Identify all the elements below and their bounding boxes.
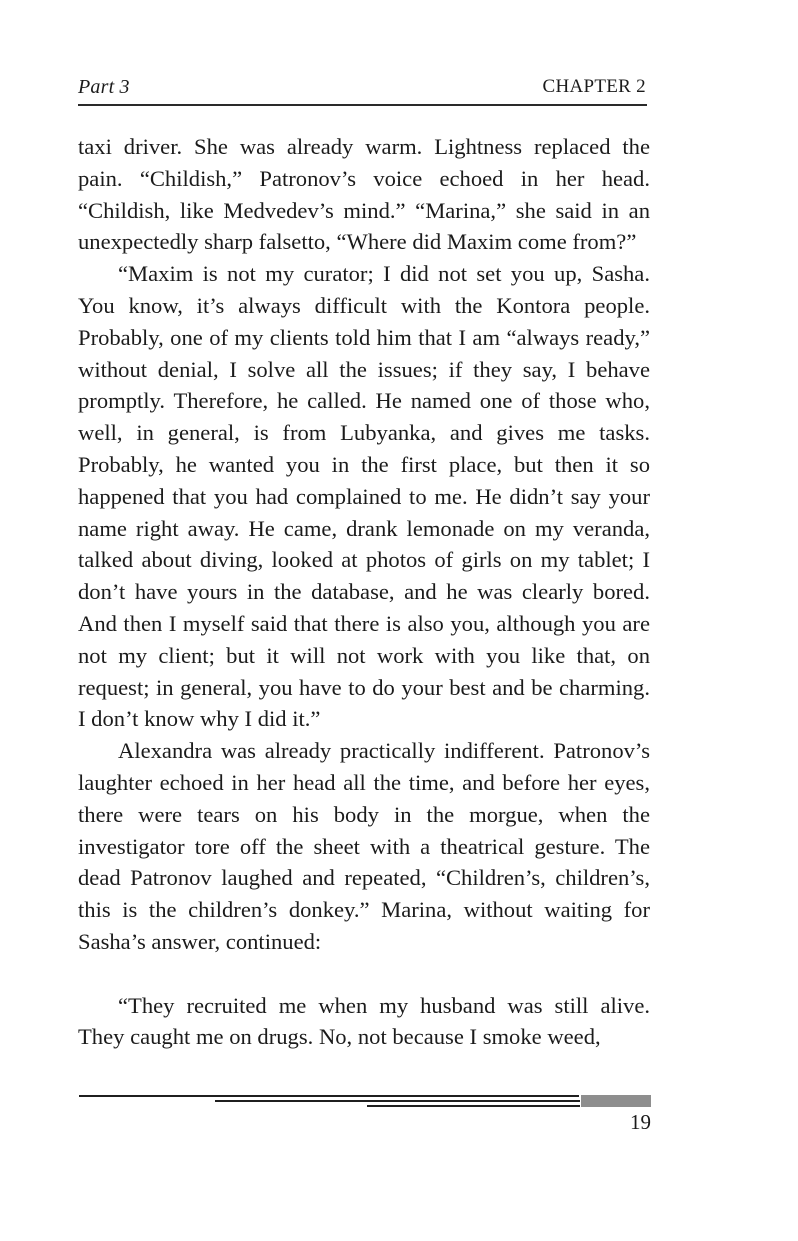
part-label: Part 3 [78,76,130,98]
header-rule [78,104,647,106]
chapter-label: CHAPTER 2 [542,76,646,97]
body-text [78,131,650,1053]
paragraph: taxi driver. She was already warm. Lightness replaced the pain. “Childish,” Patronov’s voice echoed in her head. “Childish, like Medvedev’s mind.” “Marina,” she said in an unexpectedly sharp falsetto, “Where did Maxim come from?” [78,134,650,255]
paragraph: Alexandra was already practically indifferent. Patronov’s laughter echoed in her head all the time, and before her eyes, there were tears on his body in the morgue, when the investigator tore off the sheet with a theatrical gesture. The dead Patronov laughed and repeated, “Children’s, children’s, this is the children’s donkey.” Marina, without waiting for Sasha’s answer, continued: [78,738,650,954]
footer-rule [79,1095,579,1097]
paragraph: “Maxim is not my curator; I did not set you up, Sasha. You know, it’s always difficult with the Kontora people. Probably, one of my clients told him that I am “always ready,” without denial, I solve all the issues; if they say, I behave promptly. Therefore, he called. He named one of those who, well, in general, is from Lubyanka, and gives me tasks. Probably, he wanted you in the first place, but then it so happened that you had complained to me. He didn’t say your name right away. He came, drank lemonade on my veranda, talked about diving, looked at photos of girls on my tablet; I don’t have yours in the database, and he was clearly bored. And then I myself said that there is also you, although you are not my client; but it will not work with you like that, on request; in general, you have to do your best and be charming. I don’t know why I did it.” [78,261,650,732]
paragraph: “They recruited me when my husband was still alive. They caught me on drugs. No, not because I smoke weed, [78,992,650,1050]
footer-bar [581,1095,651,1107]
footer-rule [215,1100,580,1102]
page-number: 19 [630,1110,651,1134]
running-header [78,74,649,104]
footer-rule [367,1105,580,1107]
